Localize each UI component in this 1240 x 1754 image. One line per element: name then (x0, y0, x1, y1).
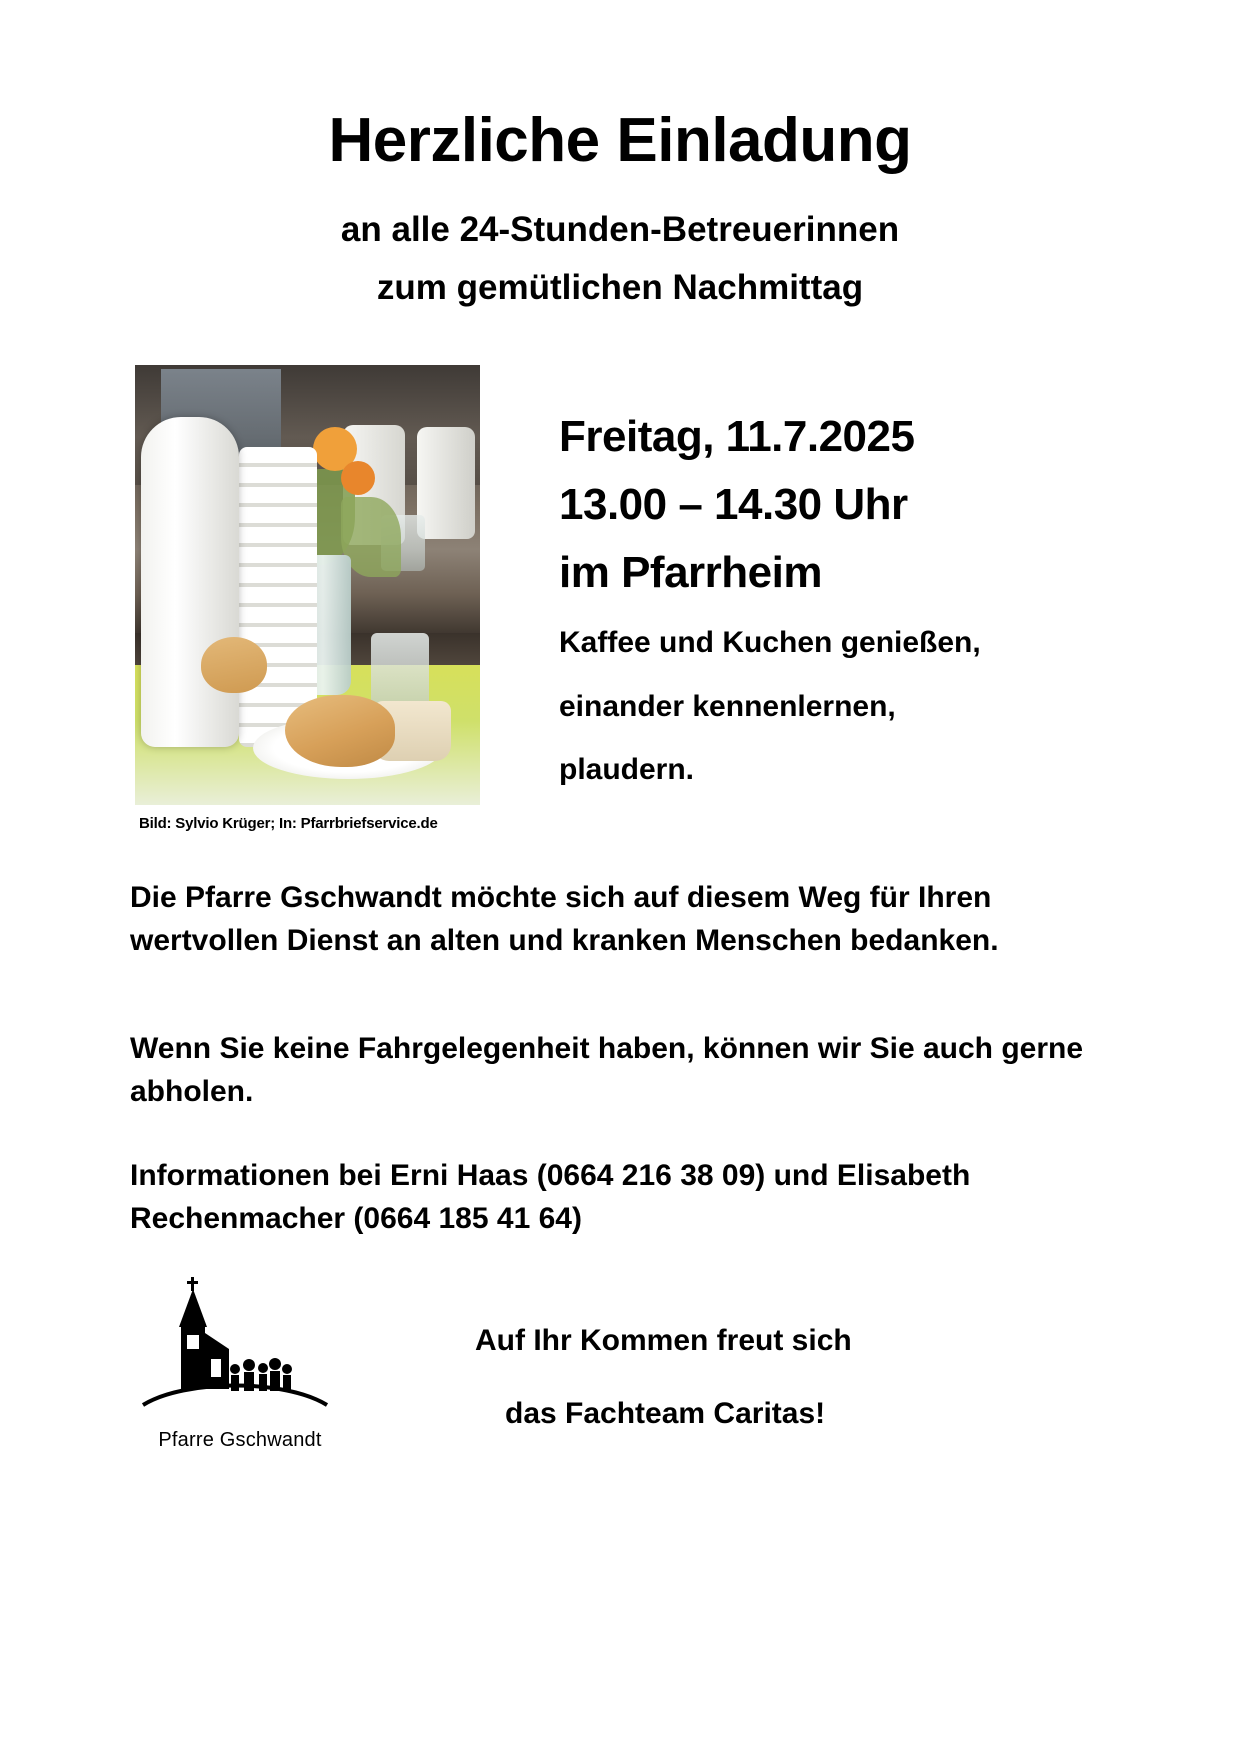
subtitle-block (0, 173, 1240, 317)
info-paragraph: Informationen bei Erni Haas (0664 216 38 09) und Elisabeth Rechenmacher (0664 185 41 64) (130, 1158, 971, 1236)
body-text (0, 876, 1240, 1241)
image-credit: Bild: Sylvio Krüger; In: Pfarrbriefservice.de (139, 814, 438, 832)
transport-paragraph: Wenn Sie keine Fahrgelegenheit haben, können wir Sie auch gerne abholen. (130, 1031, 1084, 1109)
footer-section (0, 1241, 1240, 1467)
activity-line-3: plaudern. (559, 753, 695, 787)
subtitle-line-2: zum gemütlichen Nachmittag (376, 267, 864, 307)
coffee-table-photo (135, 365, 480, 805)
closing-line-1: Auf Ihr Kommen freut sich (475, 1323, 852, 1357)
page-title: Herzliche Einladung (328, 106, 912, 175)
logo-caption: Pfarre Gschwandt (158, 1428, 322, 1451)
parish-logo (135, 1271, 345, 1452)
subtitle-line-1: an alle 24-Stunden-Betreuerinnen (340, 210, 900, 250)
event-date: Freitag, 11.7.2025 (559, 411, 915, 461)
closing-line-2: das Fachteam Caritas! (505, 1396, 826, 1430)
event-details (485, 365, 981, 798)
closing-block (345, 1271, 852, 1467)
photo-and-details-section (0, 317, 1240, 832)
church-icon (135, 1271, 335, 1431)
activity-line-2: einander kennenlernen, (559, 689, 896, 723)
thanks-paragraph: Die Pfarre Gschwandt möchte sich auf diesem Weg für Ihren wertvollen Dienst an alten und kranken Menschen bedanken. (130, 880, 999, 958)
activity-line-1: Kaffee und Kuchen genießen, (559, 626, 981, 660)
event-time: 13.00 – 14.30 Uhr (559, 479, 908, 529)
event-place: im Pfarrheim (559, 547, 822, 597)
photo-column (135, 365, 485, 832)
